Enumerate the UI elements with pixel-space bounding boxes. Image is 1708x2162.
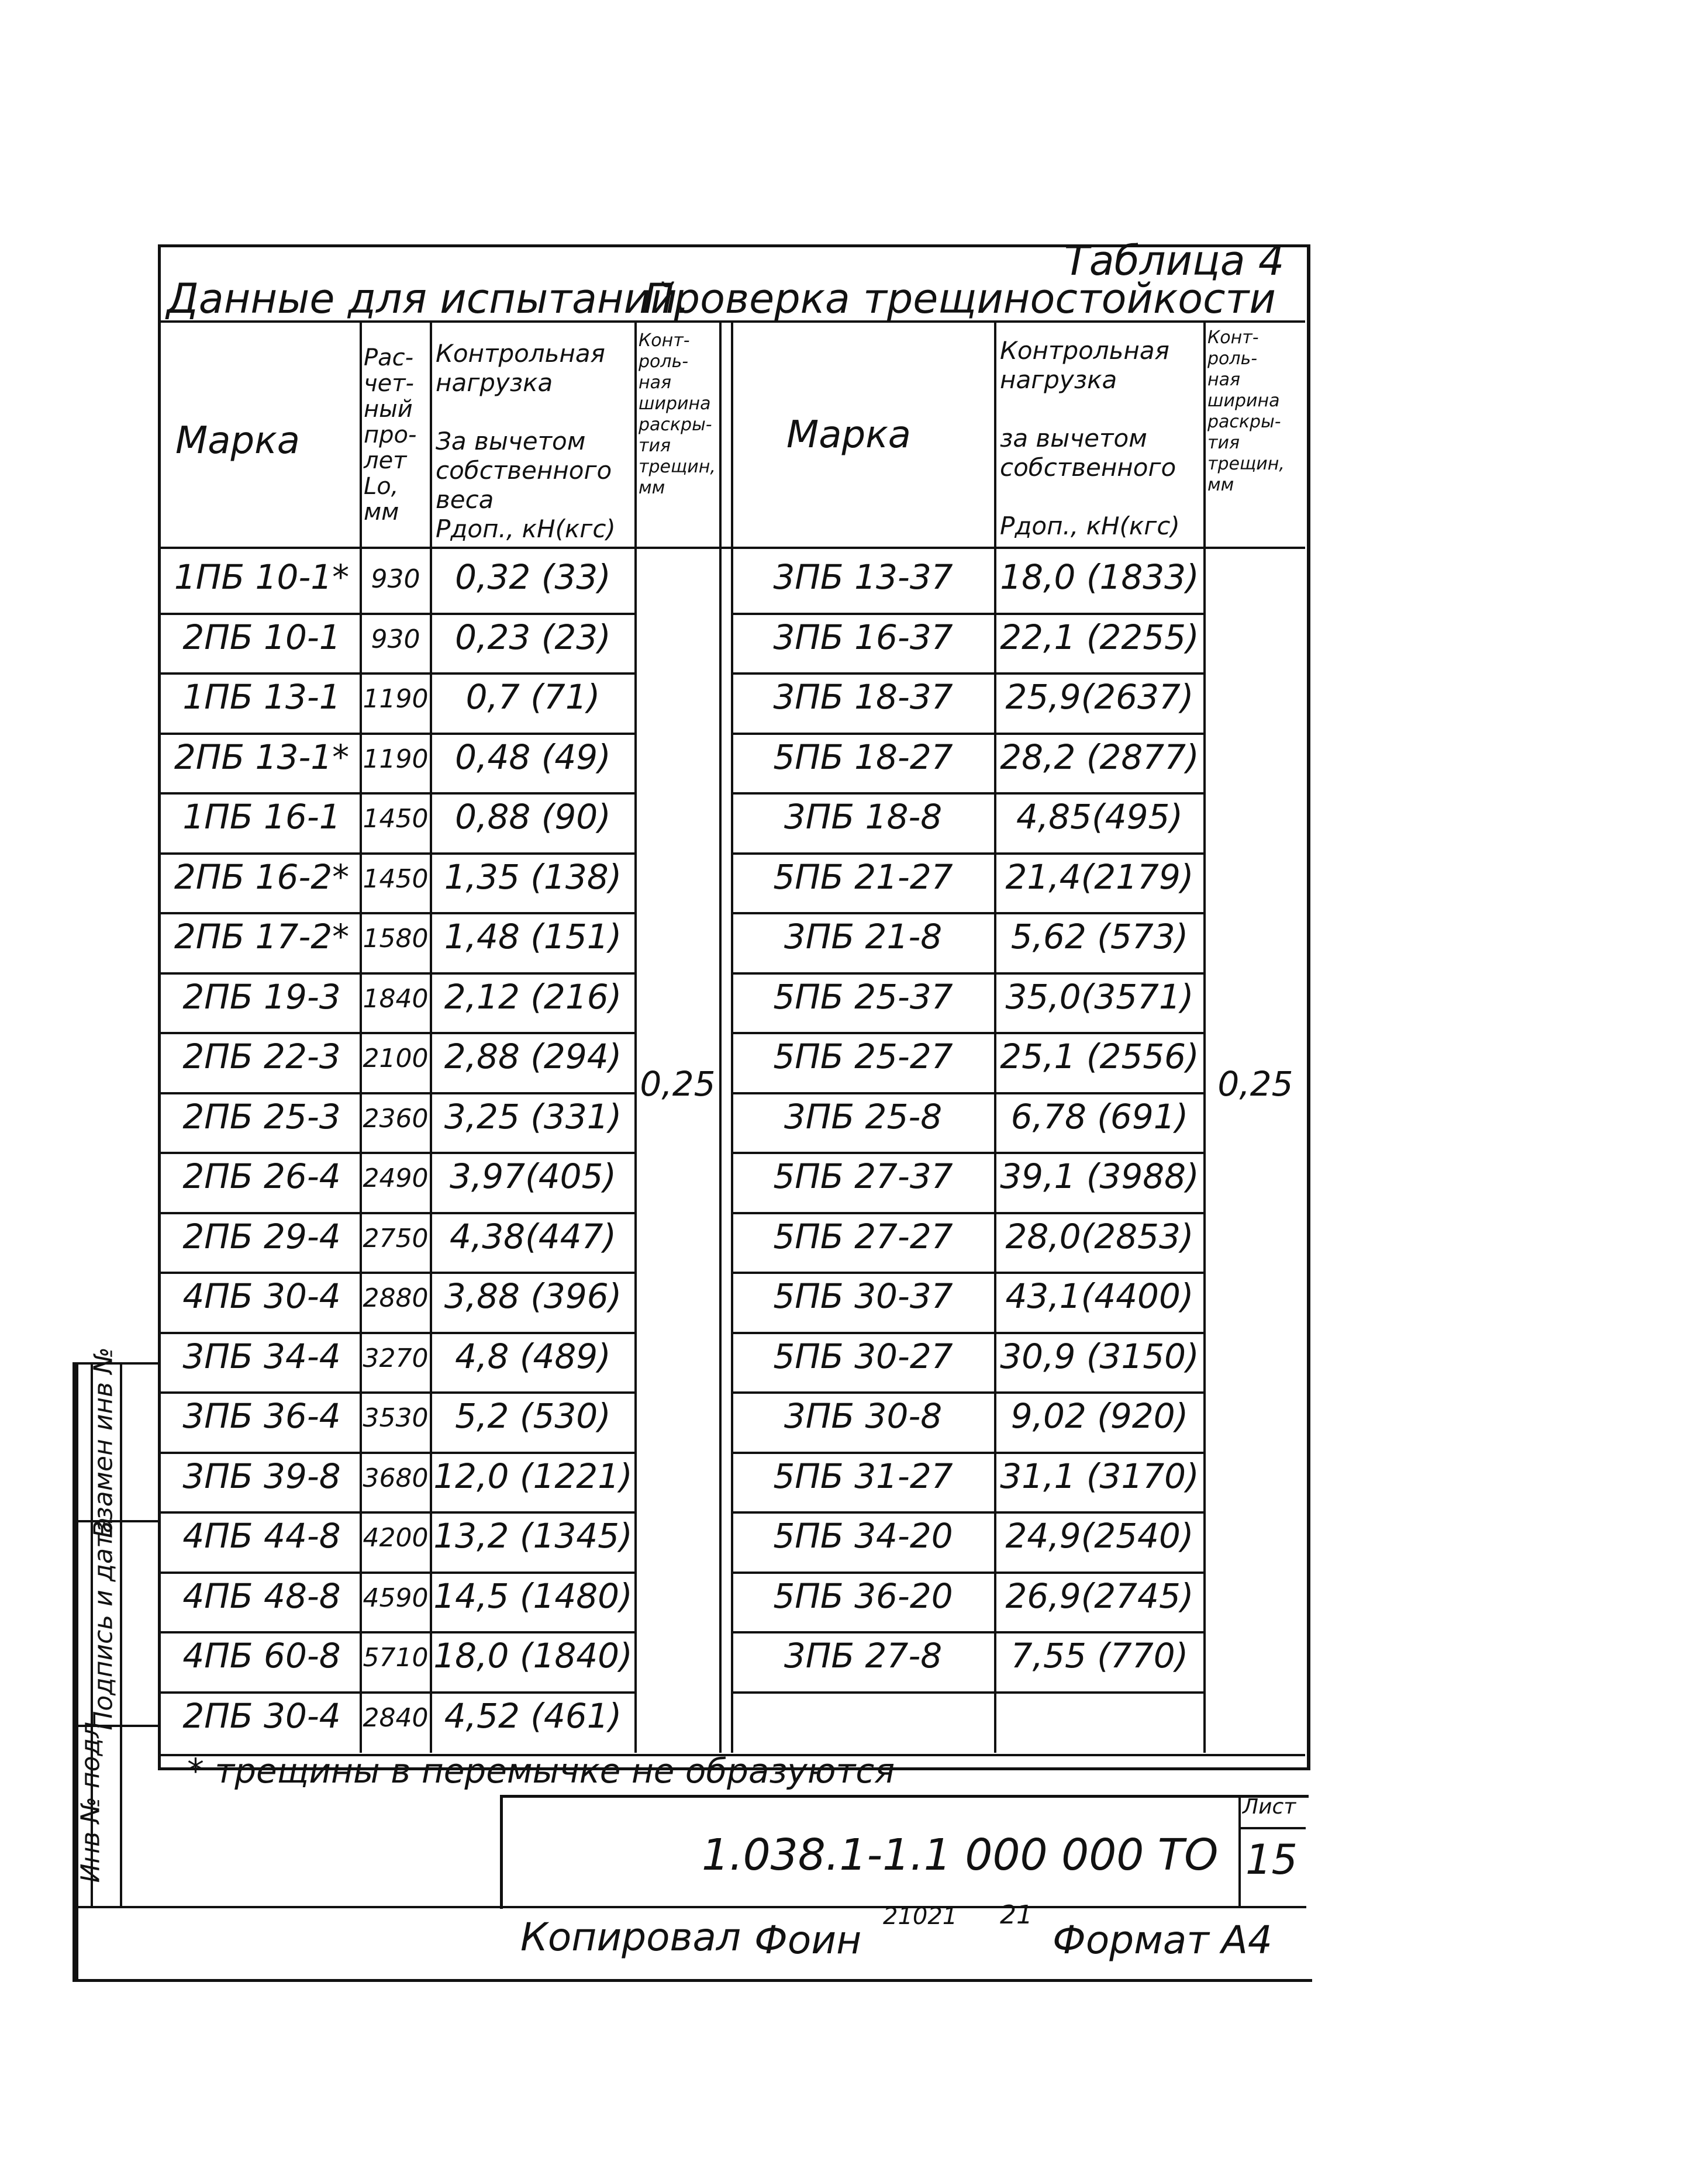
left-row-span: 4590 [363,1583,429,1613]
right-row-line [731,1631,1205,1633]
right-row-load: 39,1 (3988) [1000,1156,1199,1196]
left-row-line [160,972,636,975]
left-row-span: 3680 [363,1463,429,1493]
header-mark-left: Марка [175,419,300,462]
left-row-load: 3,25 (331) [444,1096,622,1137]
left-row-load: 0,7 (71) [465,677,601,717]
right-row-mark: 3ПБ 25-8 [784,1096,943,1137]
left-row-span: 3270 [363,1343,429,1373]
right-row-mark: 5ПБ 34-20 [773,1516,953,1556]
header-crack-left: Конт- роль- ная ширина раскры- тия трещин, мм [639,330,716,498]
left-row-line [160,1452,636,1454]
left-row-line [160,1152,636,1154]
left-row-span: 2840 [363,1702,429,1733]
right-row-load: 28,0(2853) [1005,1216,1194,1256]
left-row-span: 2100 [363,1044,429,1073]
left-row-mark: 1ПБ 10-1* [174,557,350,597]
right-row-mark: 5ПБ 25-37 [773,976,953,1017]
left-row-load: 1,35 (138) [444,856,622,897]
left-row-line [160,613,636,615]
sheet-label-line [1238,1827,1306,1829]
left-row-mark: 2ПБ 25-3 [182,1096,341,1137]
right-row-mark: 5ПБ 18-27 [773,737,953,777]
right-row-mark: 3ПБ 18-37 [773,677,953,717]
left-row-span: 1450 [363,804,429,834]
right-row-line [731,1691,1205,1694]
right-row-line [731,1212,1205,1214]
right-row-mark: 5ПБ 27-37 [773,1156,953,1196]
left-row-line [160,1391,636,1394]
left-row-line [160,1032,636,1034]
left-row-line [160,672,636,675]
left-row-load: 4,52 (461) [444,1695,622,1736]
right-row-mark: 5ПБ 36-20 [773,1576,953,1616]
right-row-line [731,1152,1205,1154]
left-row-mark: 2ПБ 30-4 [182,1695,341,1736]
left-row-load: 1,48 (151) [444,917,622,956]
left-row-mark: 2ПБ 22-3 [182,1037,341,1076]
left-row-mark: 4ПБ 44-8 [182,1516,341,1556]
right-row-load: 35,0(3571) [1005,976,1194,1017]
left-row-line [160,1212,636,1214]
table-label: Таблица 4 [1064,237,1285,285]
right-row-line [731,972,1205,975]
left-row-span: 930 [371,564,420,594]
left-row-mark: 3ПБ 34-4 [182,1336,341,1376]
left-row-span: 2490 [363,1163,429,1193]
left-row-load: 3,88 (396) [444,1276,622,1316]
right-row-load: 5,62 (573) [1010,917,1189,956]
right-row-line [731,852,1205,855]
right-row-load: 25,9(2637) [1005,677,1194,717]
right-row-load: 9,02 (920) [1010,1396,1189,1436]
header-load-left: Контрольная нагрузка За вычетом собственного веса Рдоп., кН(кгс) [436,339,616,543]
left-row-load: 0,88 (90) [455,797,611,837]
left-row-span: 1450 [363,864,429,894]
side-label-replace: Взамен инв № [88,1347,119,1538]
left-row-span: 930 [371,624,420,654]
right-row-line [731,1272,1205,1274]
left-row-line [160,1332,636,1334]
right-row-line [731,1332,1205,1334]
right-row-line [731,1391,1205,1394]
right-row-line [731,1452,1205,1454]
right-row-load: 28,2 (2877) [1000,737,1199,777]
right-row-load: 26,9(2745) [1005,1576,1194,1616]
right-row-mark: 5ПБ 25-27 [773,1037,953,1076]
right-row-line [731,1511,1205,1514]
left-row-span: 1580 [363,924,429,954]
right-row-mark: 5ПБ 30-37 [773,1276,953,1316]
crack-value-left: 0,25 [640,1064,716,1104]
right-row-load: 31,1 (3170) [1000,1456,1199,1496]
right-row-mark: 5ПБ 31-27 [773,1456,953,1496]
right-row-line [731,733,1205,735]
left-row-span: 2880 [363,1283,429,1313]
right-row-load: 30,9 (3150) [1000,1336,1199,1376]
footnote: * трещины в перемычке не образуются [187,1751,895,1791]
left-row-mark: 4ПБ 48-8 [182,1576,341,1616]
right-row-mark: 3ПБ 30-8 [784,1396,943,1436]
sheet-divider [1238,1795,1241,1906]
sheet-label: Лист [1243,1795,1296,1819]
left-row-span: 3530 [363,1403,429,1433]
left-row-span: 2750 [363,1223,429,1253]
left-row-load: 14,5 (1480) [433,1576,633,1616]
left-row-line [160,733,636,735]
copied-num2: 21 [1000,1900,1033,1930]
left-row-load: 12,0 (1221) [433,1456,633,1496]
left-row-load: 18,0 (1840) [433,1636,633,1676]
right-row-load: 24,9(2540) [1005,1516,1194,1556]
left-row-span: 5710 [363,1643,429,1673]
left-row-mark: 1ПБ 13-1 [182,677,341,717]
left-row-line [160,1572,636,1574]
copied-name: Фоин [754,1918,862,1963]
right-row-mark: 5ПБ 27-27 [773,1216,953,1256]
left-row-mark: 2ПБ 10-1 [182,617,341,657]
left-row-line [160,1631,636,1633]
left-row-load: 4,8 (489) [455,1336,611,1376]
right-row-mark: 3ПБ 18-8 [784,797,943,837]
left-row-mark: 2ПБ 26-4 [182,1156,341,1196]
header-span: Рас- чет- ный про- лет Lo, мм [364,344,417,526]
left-row-load: 2,12 (216) [444,976,622,1017]
header-crack-right: Конт- роль- ная ширина раскры- тия трещин, мм [1207,327,1285,495]
left-row-line [160,1691,636,1694]
left-row-span: 2360 [363,1103,429,1134]
left-row-mark: 2ПБ 17-2* [174,917,350,956]
left-row-mark: 3ПБ 39-8 [182,1456,341,1496]
right-row-mark: 5ПБ 30-27 [773,1336,953,1376]
right-row-line [731,672,1205,675]
right-row-load: 25,1 (2556) [1000,1037,1199,1076]
right-row-load: 6,78 (691) [1010,1096,1189,1137]
right-row-line [731,613,1205,615]
left-row-load: 3,97(405) [449,1156,617,1196]
right-row-line [731,1092,1205,1094]
left-row-mark: 3ПБ 36-4 [182,1396,341,1436]
left-row-mark: 4ПБ 60-8 [182,1636,341,1676]
left-row-load: 2,88 (294) [444,1037,622,1076]
title-left: Данные для испытаний. [167,275,690,323]
left-row-load: 5,2 (530) [455,1396,611,1436]
right-row-mark: 3ПБ 16-37 [773,617,953,657]
right-row-load: 21,4(2179) [1005,856,1194,897]
sheet-number: 15 [1245,1836,1298,1884]
left-row-mark: 1ПБ 16-1 [182,797,341,837]
right-row-mark: 3ПБ 27-8 [784,1636,943,1676]
left-row-mark: 2ПБ 16-2* [174,856,350,897]
right-row-line [731,1572,1205,1574]
left-row-line [160,792,636,795]
right-row-load: 4,85(495) [1016,797,1183,837]
right-row-mark: 5ПБ 21-27 [773,856,953,897]
left-row-mark: 2ПБ 13-1* [174,737,350,777]
right-row-load: 18,0 (1833) [1000,557,1199,597]
left-row-span: 1190 [363,684,429,714]
right-row-load: 43,1(4400) [1005,1276,1194,1316]
crack-value-right: 0,25 [1217,1064,1293,1104]
title-right: Проверка трещиностойкости [643,275,1276,323]
right-row-line [731,1032,1205,1034]
header-load-right: Контрольная нагрузка за вычетом собственного Рдоп., кН(кгс) [1000,336,1180,540]
left-row-mark: 2ПБ 19-3 [182,976,341,1017]
left-row-mark: 2ПБ 29-4 [182,1216,341,1256]
copied-label: Копировал [520,1915,741,1960]
left-row-line [160,1272,636,1274]
left-row-line [160,852,636,855]
right-row-load: 22,1 (2255) [1000,617,1199,657]
right-row-load: 7,55 (770) [1010,1636,1189,1676]
side-label-inv: Инв № подл [75,1721,106,1883]
left-row-load: 0,23 (23) [455,617,611,657]
right-row-line [731,912,1205,914]
left-row-span: 4200 [363,1523,429,1553]
side-label-sign: Подпись и дата [88,1517,119,1731]
left-row-load: 13,2 (1345) [433,1516,633,1556]
right-row-line [731,792,1205,795]
left-row-span: 1840 [363,983,429,1014]
copied-num1: 21021 [883,1903,958,1930]
format-label: Формат А4 [1053,1918,1272,1963]
left-row-span: 1190 [363,744,429,774]
header-mark-right: Марка [786,413,911,457]
right-row-mark: 3ПБ 13-37 [773,557,953,597]
left-row-line [160,1092,636,1094]
left-row-mark: 4ПБ 30-4 [182,1276,341,1316]
left-row-load: 0,48 (49) [455,737,611,777]
left-row-load: 0,32 (33) [455,557,611,597]
left-row-load: 4,38(447) [449,1216,617,1256]
left-row-line [160,912,636,914]
left-row-line [160,1511,636,1514]
right-row-mark: 3ПБ 21-8 [784,917,943,956]
doc-number: 1.038.1-1.1 000 000 ТО [702,1830,1219,1880]
